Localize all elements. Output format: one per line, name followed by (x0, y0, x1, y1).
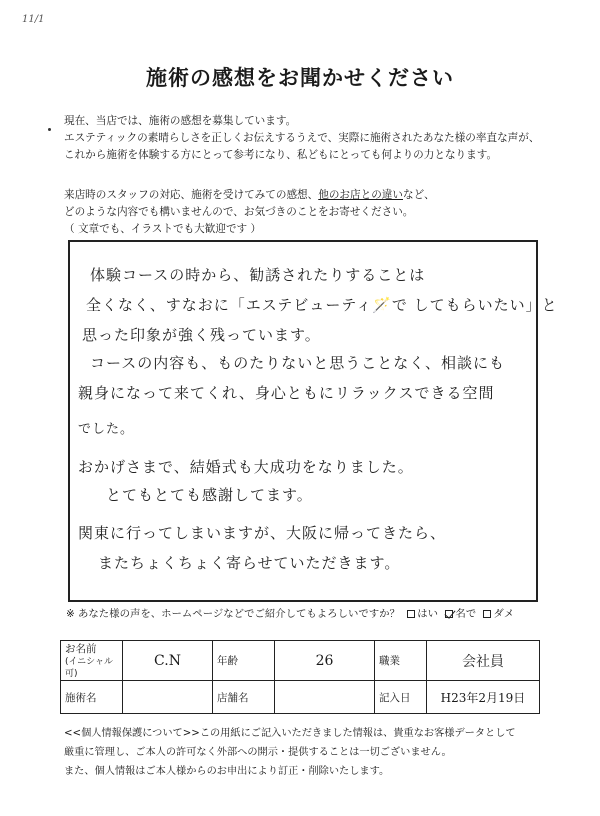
feedback-line-10: またちょくちょく寄らせていただきます。 (98, 554, 401, 572)
age-field[interactable]: 26 (275, 641, 375, 681)
consent-initial-label: 名で (455, 608, 477, 620)
privacy-line-2: 厳重に管理し、ご本人の許可なく外部への開示・提供することは一切ございません。 (64, 747, 452, 758)
feedback-line-5: 親身になって来てくれ、身心ともにリラックスできる空間 (78, 384, 495, 402)
feedback-line-6: でした。 (78, 422, 135, 437)
feedback-box (68, 240, 558, 602)
feedback-line-3: 思った印象が強く残っています。 (82, 326, 321, 344)
consent-yes-label: はい (417, 608, 439, 620)
feedback-line-7: おかげさまで、結婚式も大成功をなりました。 (78, 458, 414, 476)
request-line-2: どのような内容でも構いませんので、お気づきのことをお寄せください。 (64, 206, 414, 218)
request-line-1b: など、 (403, 189, 435, 201)
intro-line-2: エステティックの素晴らしさを正しくお伝えするうえで、実際に施術されたあなた様の率直な声が、 (64, 132, 540, 144)
job-field[interactable]: 会社員 (427, 641, 540, 681)
page-title: 施術の感想をお聞かせください (146, 66, 454, 90)
info-row-1 (61, 641, 540, 681)
request-line-1 (64, 187, 584, 204)
treatment-field[interactable] (123, 681, 213, 714)
name-field[interactable]: C.N (123, 641, 213, 681)
consent-no-label: ダメ (493, 608, 515, 620)
privacy-line-3: また、個人情報はご本人様からのお申出により訂正・削除いたします。 (64, 766, 390, 777)
bullet-dot (48, 128, 51, 131)
store-label: 店舗名 (213, 681, 275, 714)
info-row-2 (61, 681, 540, 714)
request-line-1a: 来店時のスタッフの対応、施術を受けてみての感想、 (64, 189, 319, 201)
intro-line-3: これから施術を体験する方にとって参考になり、私どもにとっても何よりの力となります。 (64, 149, 498, 161)
privacy-notice (64, 724, 584, 781)
feedback-line-9: 関東に行ってしまいますが、大阪に帰ってきたら、 (78, 524, 447, 542)
date-field[interactable]: H23年2月19日 (427, 681, 540, 714)
consent-no-checkbox[interactable] (483, 610, 491, 618)
name-sublabel: (イニシャル可) (65, 657, 113, 679)
consent-question-text: ※ あなた様の声を、ホームページなどでご紹介してもよろしいですか？ (66, 608, 400, 620)
consent-yes-checkbox[interactable] (407, 610, 415, 618)
corner-note: 11/1 (22, 14, 45, 25)
name-label: お名前 (65, 643, 97, 655)
feedback-line-2: 全くなく、すなおに「エステビューティ🪄で してもらいたい」と (86, 296, 558, 314)
feedback-line-4: コースの内容も、ものたりないと思うことなく、相談にも (90, 354, 505, 372)
age-label: 年齢 (213, 641, 275, 681)
consent-initial-checkbox[interactable] (445, 610, 453, 618)
name-label-cell (61, 641, 123, 681)
store-field[interactable] (275, 681, 375, 714)
intro-line-1: 現在、当店では、施術の感想を募集しています。 (64, 115, 297, 127)
feedback-line-1: 体験コースの時から、勧誘されたりすることは (90, 266, 426, 284)
job-label: 職業 (375, 641, 427, 681)
request-line-3: （ 文章でも、イラストでも大歓迎です ） (64, 223, 262, 235)
request-text (64, 187, 584, 238)
request-underlined: 他のお店との違い (318, 189, 403, 201)
feedback-line-8: とてもとても感謝してます。 (106, 486, 313, 504)
intro-text (64, 113, 584, 164)
date-label: 記入日 (375, 681, 427, 714)
treatment-label: 施術名 (61, 681, 123, 714)
consent-question (66, 605, 514, 620)
privacy-line-1: <<個人情報保護について>>この用紙にご記入いただきました情報は、貴重なお客様データとして (64, 728, 516, 739)
info-table (60, 640, 540, 714)
